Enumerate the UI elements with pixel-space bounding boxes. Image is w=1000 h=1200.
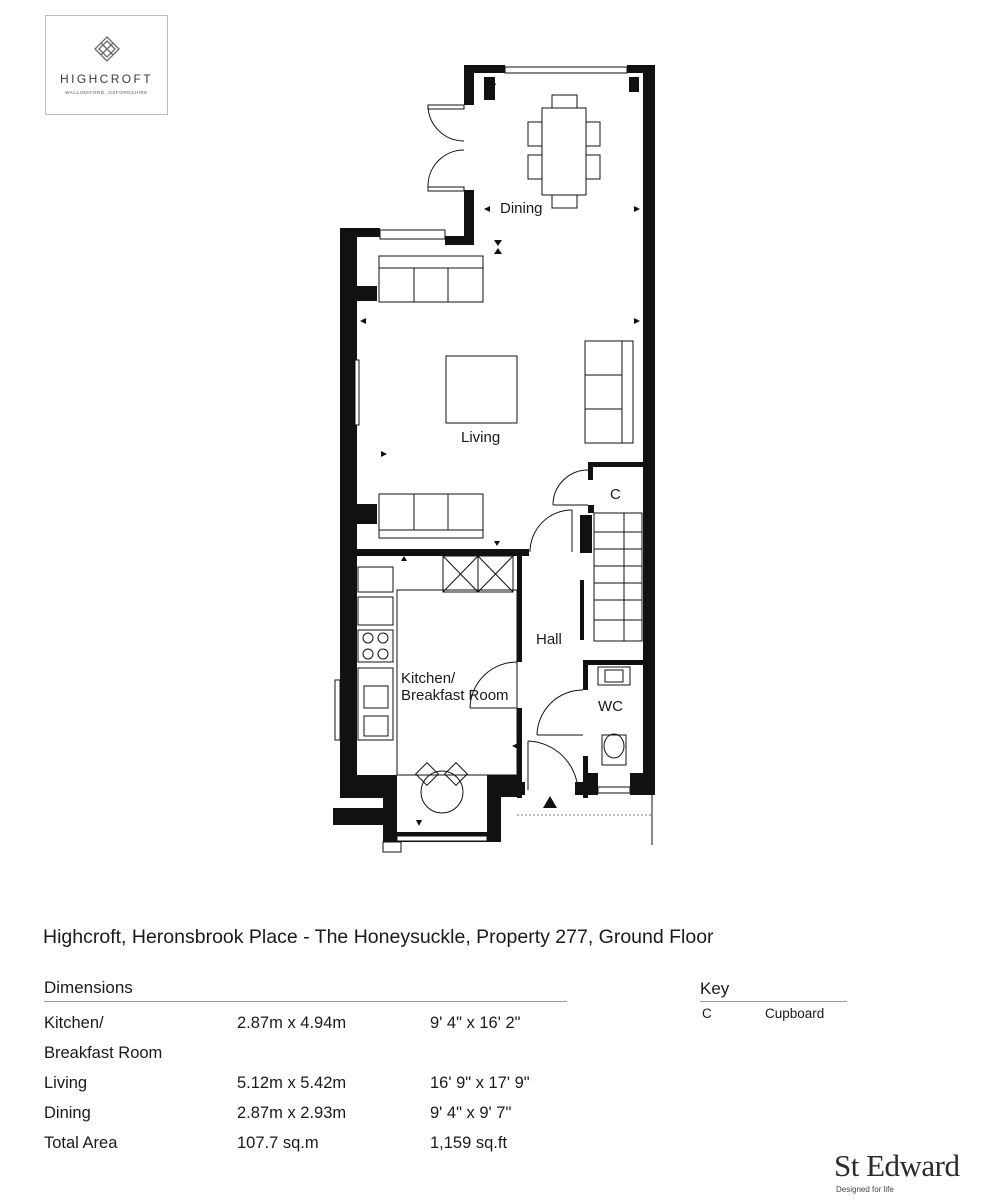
room-name: Breakfast Room <box>44 1043 163 1062</box>
room-name: Living <box>44 1073 88 1092</box>
imperial-size: 9' 4" x 16' 2" <box>430 1013 521 1032</box>
metric-size: 2.87m x 4.94m <box>237 1013 347 1032</box>
key-description: Cupboard <box>765 1006 825 1021</box>
kitchen-label-line1: Kitchen/ <box>401 670 456 687</box>
table-row <box>44 1038 530 1068</box>
hall-label: Hall <box>536 631 562 648</box>
dining-label: Dining <box>500 200 543 217</box>
cupboard-label: C <box>610 486 621 503</box>
metric-size: 107.7 sq.m <box>237 1133 319 1152</box>
imperial-size: 1,159 sq.ft <box>430 1133 508 1152</box>
logo-location: WALLINGFORD, OXFORDSHIRE <box>65 90 148 95</box>
living-label: Living <box>461 429 501 446</box>
table-row <box>44 1008 530 1038</box>
brand-logo: St Edward <box>834 1148 960 1183</box>
sofa-bottom <box>379 494 483 538</box>
metric-size: 2.87m x 2.93m <box>237 1103 347 1122</box>
plan-title: Highcroft, Heronsbrook Place - The Honeysuckle, Property 277, Ground Floor <box>43 926 714 948</box>
dining-table <box>542 108 586 195</box>
table-row <box>44 1098 530 1128</box>
brand-tagline: Designed for life <box>836 1185 894 1194</box>
dimensions-divider <box>44 1001 567 1002</box>
wc-label: WC <box>598 698 623 715</box>
table-row <box>44 1128 530 1158</box>
dimensions-table <box>44 1008 530 1158</box>
room-name: Total Area <box>44 1133 118 1152</box>
logo-name: HIGHCROFT <box>60 72 153 86</box>
imperial-size: 9' 4" x 9' 7" <box>430 1103 512 1122</box>
sofa-right <box>585 341 633 443</box>
imperial-size: 16' 9" x 17' 9" <box>430 1073 530 1092</box>
metric-size <box>237 1038 430 1068</box>
table-row <box>44 1068 530 1098</box>
imperial-size <box>430 1038 530 1068</box>
metric-size: 5.12m x 5.42m <box>237 1073 347 1092</box>
room-name: Dining <box>44 1103 91 1122</box>
key-heading: Key <box>700 979 730 998</box>
key-divider <box>700 1001 847 1002</box>
kitchen-label-line2: Breakfast Room <box>401 687 509 704</box>
coffee-table <box>446 356 517 423</box>
dimensions-heading: Dimensions <box>44 978 133 997</box>
room-name: Kitchen/ <box>44 1013 104 1032</box>
key-code: C <box>702 1006 712 1021</box>
sofa-top <box>379 256 483 302</box>
